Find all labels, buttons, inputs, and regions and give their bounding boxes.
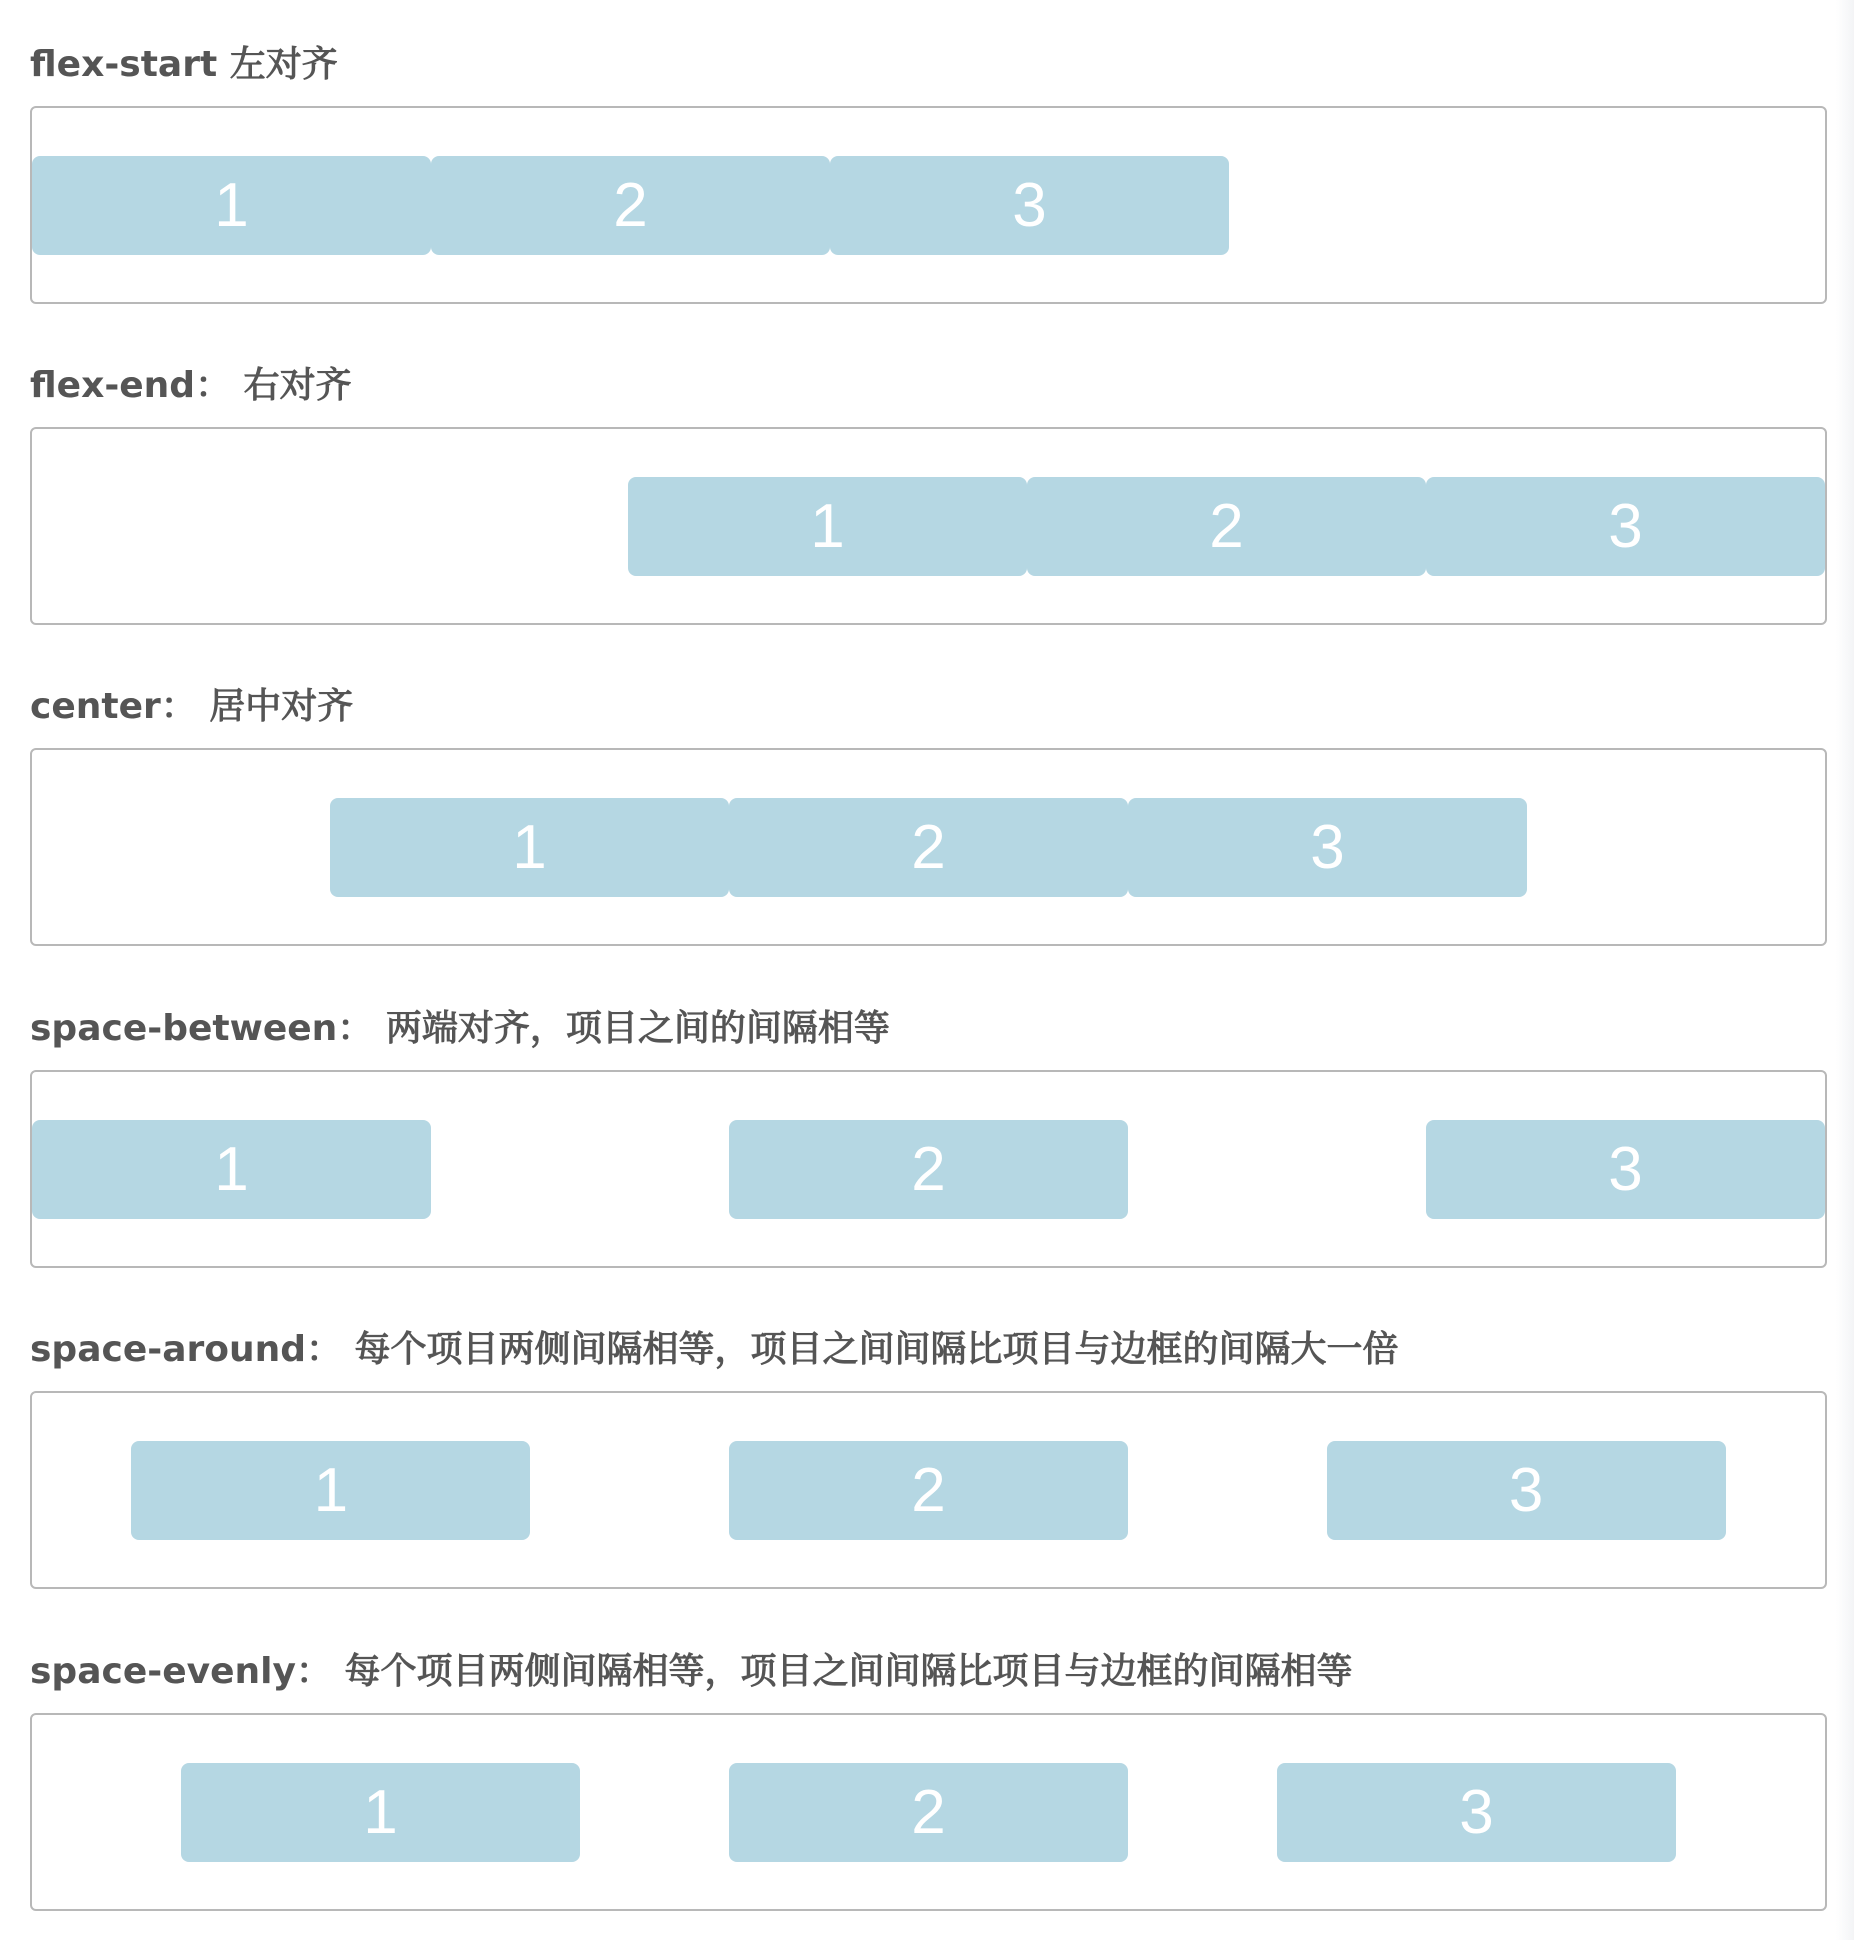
flex-item: 3 bbox=[1426, 1120, 1825, 1219]
section-flex-start bbox=[30, 35, 1827, 240]
section-label: flex-start 左对齐 bbox=[30, 44, 338, 85]
flex-item: 3 bbox=[1426, 477, 1825, 576]
flex-container bbox=[30, 1070, 1827, 1268]
flex-item: 2 bbox=[729, 1120, 1128, 1219]
section-label: space-between： 两端对齐，项目之间的间隔相等 bbox=[30, 1008, 890, 1049]
flex-container bbox=[30, 106, 1827, 304]
flex-item: 1 bbox=[131, 1441, 530, 1540]
flex-container bbox=[30, 427, 1827, 625]
section-flex-end bbox=[30, 356, 1827, 561]
section-center bbox=[30, 677, 1827, 882]
flex-container bbox=[30, 1713, 1827, 1911]
section-label: space-evenly： 每个项目两侧间隔相等，项目之间间隔比项目与边框的间隔相等 bbox=[30, 1651, 1353, 1692]
flex-item: 2 bbox=[729, 1763, 1128, 1862]
section-space-around bbox=[30, 1320, 1827, 1525]
flex-container bbox=[30, 1391, 1827, 1589]
section-label: center： 居中对齐 bbox=[30, 686, 354, 727]
flex-item: 2 bbox=[431, 156, 830, 255]
flex-item: 3 bbox=[1327, 1441, 1726, 1540]
flex-item: 1 bbox=[181, 1763, 580, 1862]
flex-item: 1 bbox=[628, 477, 1027, 576]
section-space-evenly bbox=[30, 1642, 1827, 1847]
flex-item: 1 bbox=[32, 156, 431, 255]
section-label: flex-end： 右对齐 bbox=[30, 365, 352, 406]
flex-item: 3 bbox=[830, 156, 1229, 255]
section-label: space-around： 每个项目两侧间隔相等，项目之间间隔比项目与边框的间隔大一倍 bbox=[30, 1329, 1399, 1370]
flex-item: 2 bbox=[729, 1441, 1128, 1540]
flex-container bbox=[30, 748, 1827, 946]
flex-item: 3 bbox=[1277, 1763, 1676, 1862]
flex-item: 3 bbox=[1128, 798, 1527, 897]
flex-item: 1 bbox=[330, 798, 729, 897]
section-space-between bbox=[30, 999, 1827, 1204]
flex-item: 2 bbox=[1027, 477, 1426, 576]
right-edge-shade bbox=[1836, 0, 1854, 1940]
flex-item: 1 bbox=[32, 1120, 431, 1219]
flex-item: 2 bbox=[729, 798, 1128, 897]
